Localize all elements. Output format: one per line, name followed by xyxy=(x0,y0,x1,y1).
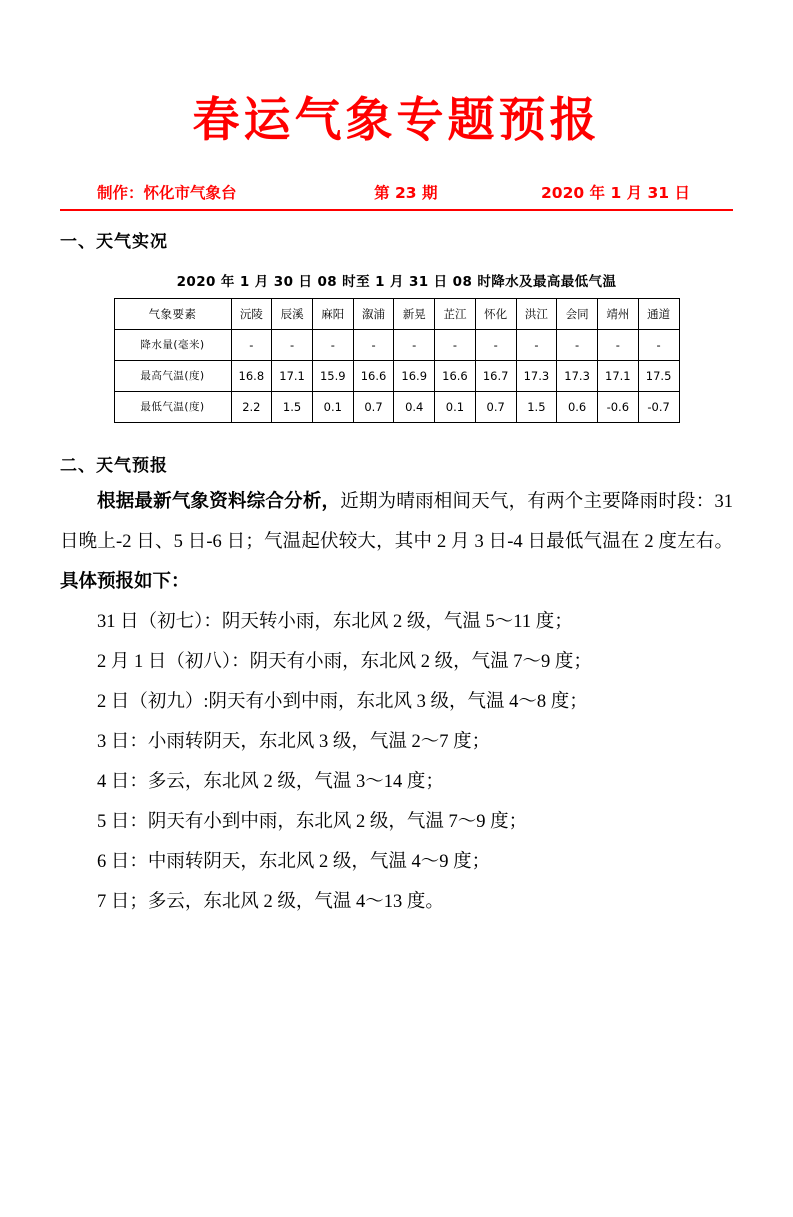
list-item: 2 月 1 日（初八）：阴天有小雨，东北风 2 级，气温 7～9 度； xyxy=(97,651,592,672)
table-cell: - xyxy=(394,329,435,360)
byline-issue-number: 第 23 期 xyxy=(374,183,438,202)
table-cell: 16.9 xyxy=(394,360,435,391)
table-cell: 0.7 xyxy=(475,391,516,422)
table-col-header: 会同 xyxy=(557,298,598,329)
table-cell: 0.6 xyxy=(557,391,598,422)
table-col-header: 麻阳 xyxy=(312,298,353,329)
header-divider xyxy=(60,209,733,211)
list-item: 4 日：多云，东北风 2 级，气温 3～14 度； xyxy=(97,771,444,792)
table-col-header: 洪江 xyxy=(516,298,557,329)
list-item: 5 日：阴天有小到中雨，东北风 2 级，气温 7～9 度； xyxy=(97,811,528,832)
table-cell: 0.4 xyxy=(394,391,435,422)
table-cell: - xyxy=(475,329,516,360)
table-cell: 17.3 xyxy=(557,360,598,391)
forecast-intro-lead: 根据最新气象资料综合分析， xyxy=(97,490,341,512)
table-cell: 1.5 xyxy=(272,391,313,422)
byline-date: 2020 年 1 月 31 日 xyxy=(541,183,690,202)
table-cell: - xyxy=(557,329,598,360)
table-cell: 17.5 xyxy=(638,360,679,391)
table-cell: -0.6 xyxy=(597,391,638,422)
table-row-label: 最高气温(度) xyxy=(114,360,231,391)
table-cell: 1.5 xyxy=(516,391,557,422)
table-cell: - xyxy=(272,329,313,360)
table-row xyxy=(114,360,679,391)
table-col-header: 靖州 xyxy=(597,298,638,329)
table-row xyxy=(114,391,679,422)
list-item: 2 日（初九）:阴天有小到中雨，东北风 3 级，气温 4～8 度； xyxy=(97,691,588,712)
table-cell: 17.1 xyxy=(272,360,313,391)
list-item: 6 日：中雨转阴天，东北风 2 级，气温 4～9 度； xyxy=(97,851,491,872)
page-title: 春运气象专题预报 xyxy=(192,93,601,148)
section-heading-forecast: 二、天气预报 xyxy=(60,455,168,476)
table-cell: 0.1 xyxy=(435,391,476,422)
table-cell: 0.7 xyxy=(353,391,394,422)
table-cell: 0.1 xyxy=(312,391,353,422)
table-row xyxy=(114,329,679,360)
table-col-header: 气象要素 xyxy=(114,298,231,329)
table-col-header: 沅陵 xyxy=(231,298,272,329)
table-cell: 17.1 xyxy=(597,360,638,391)
table-cell: 17.3 xyxy=(516,360,557,391)
table-col-header: 通道 xyxy=(638,298,679,329)
table-cell: - xyxy=(353,329,394,360)
table-cell: -0.7 xyxy=(638,391,679,422)
table-cell: 16.6 xyxy=(435,360,476,391)
table-cell: - xyxy=(435,329,476,360)
observation-table-block xyxy=(60,270,733,423)
table-caption: 2020 年 1 月 30 日 08 时至 1 月 31 日 08 时降水及最高最低气温 xyxy=(176,273,617,290)
table-cell: - xyxy=(597,329,638,360)
table-col-header: 新晃 xyxy=(394,298,435,329)
table-cell: - xyxy=(516,329,557,360)
table-col-header: 辰溪 xyxy=(272,298,313,329)
byline-row xyxy=(60,181,733,209)
table-cell: 16.6 xyxy=(353,360,394,391)
table-header-row xyxy=(114,298,679,329)
list-item: 3 日：小雨转阴天，东北风 3 级，气温 2～7 度； xyxy=(97,731,491,752)
table-cell: 2.2 xyxy=(231,391,272,422)
list-item: 31 日（初七）：阴天转小雨，东北风 2 级，气温 5～11 度； xyxy=(97,611,573,632)
table-cell: - xyxy=(312,329,353,360)
table-cell: 16.8 xyxy=(231,360,272,391)
forecast-intro-body: 近期为晴雨相间天气，有两个主要降雨时段：31 日晚上-2 日、5 日-6 日；气温起伏较大，其中 2 月 3 日-4 日最低气温在 2 度左右。 xyxy=(60,491,733,552)
table-col-header: 怀化 xyxy=(475,298,516,329)
table-cell: - xyxy=(231,329,272,360)
table-row-label: 降水量(毫米) xyxy=(114,329,231,360)
table-cell: - xyxy=(638,329,679,360)
list-item: 7 日；多云，东北风 2 级，气温 4～13 度。 xyxy=(97,891,444,912)
table-col-header: 芷江 xyxy=(435,298,476,329)
document-page xyxy=(0,95,793,1217)
forecast-day-list xyxy=(60,602,733,922)
forecast-intro-tail: 具体预报如下： xyxy=(60,570,190,592)
byline-maker: 制作：怀化市气象台 xyxy=(97,183,237,202)
table-cell: 15.9 xyxy=(312,360,353,391)
section-heading-observation: 一、天气实况 xyxy=(60,231,168,252)
table-cell: 16.7 xyxy=(475,360,516,391)
forecast-intro-paragraph xyxy=(60,482,733,602)
table-col-header: 溆浦 xyxy=(353,298,394,329)
table-row-label: 最低气温(度) xyxy=(114,391,231,422)
observation-table xyxy=(114,298,680,423)
